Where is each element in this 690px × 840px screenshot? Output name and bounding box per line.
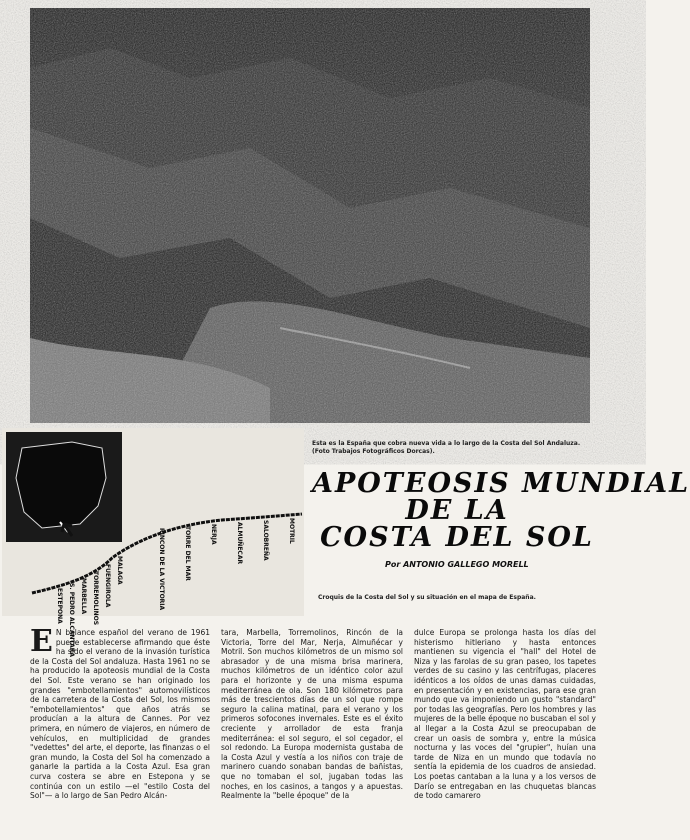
column-1-text: N balance español del verano de 1961 puede establecerse afirmando que éste ha sido el verano de la invasión turística de la Costa del Sol andaluza. Hasta 1961 no se ha producido la apoteosis mundial de la Costa del Sol. Este verano se han originado los grandes "embotellamientos" automovilísticos de la carretera de la Costa del Sol, los mismos "embotellamientos" que años atrás se producían a la altura de Cannes. Por vez primera, en número de viajeros, en número de vehículos, en multiplicidad de grandes "vedettes" del arte, el deporte, las finanzas o el gran mundo, la Costa del Sol ha comenzado a ganarle la partida a la Costa Azul. Esa gran curva costera se abre en Estepona y se continúa con un estilo —el "estilo Costa del Sol"— a lo largo de San Pedro Alcán- — [30, 628, 210, 801]
coast-map — [2, 428, 304, 658]
landscape-photo — [30, 8, 590, 423]
map-caption: Croquis de la Costa del Sol y su situación en el mapa de España. — [318, 594, 536, 601]
place-estepona: ESTEPONA — [56, 588, 63, 624]
place-nerja: NERJA — [210, 524, 217, 545]
place-torre-del-mar: TORRE DEL MAR — [184, 526, 191, 581]
article-title — [312, 468, 690, 553]
photo-caption: Esta es la España que cobra nueva vida a lo largo de la Costa del Sol Andaluza. (Foto Trabajos Fotográficos Dorcas). — [312, 440, 581, 455]
place-marbella: MARBELLA — [80, 578, 87, 615]
article-column-2: tara, Marbella, Torremolinos, Rincón de la Victoria, Torre del Mar, Nerja, Almuñécar y Motril. Son muchos kilómetros de un mismo sol abrasador y de una misma brisa marinera, muchos kilómetros de un idéntico color azul para el horizonte y de una misma espuma mediterránea de ola. Son 180 kilómetros para más de trescientos días de un sol que rompe seguro la calina matinal, para el verano y los primeros sofocones invernales. Este es el éxito creciente y arrollador de esta franja mediterránea: el sol seguro, el sol cegador, el sol redondo. La Europa modernista gustaba de la Costa Azul y vestía a los niños con traje de marinero cuando sonaban bandas de bañistas, que no tomaban el sol, jugaban todas las noches, en los casinos, a tangos y a apuestas. Realmente la "belle époque" de la — [221, 628, 403, 801]
place-motril: MOTRIL — [288, 518, 295, 544]
place-malaga: MALAGA — [116, 556, 123, 585]
coast-map-drawing — [2, 428, 304, 658]
title-line-2: DE LA — [405, 495, 509, 526]
article-column-1 — [30, 624, 210, 836]
article-column-3: dulce Europa se prolonga hasta los días del histerismo hitleriano y hasta entonces mantienen su vigencia el "hall" del Hotel de Niza y las farolas de su gran paseo, los tapetes verdes de su casino y las centrífugas, placeres idénticos a los oídos de unas damas cuidadas, en presentación y en existencias, para ese gran mundo que va imponiendo un gusto "standard" por todas las geografías. Pero los hombres y las mujeres de la belle époque no buscaban el sol y al llegar a la Costa Azul se preocupaban de crear un oasis de sombra y, entre la música nocturna y las voces del "grupier", huían una tarde de Niza en un mundo que todavía no sentía la epidemia de los cuadros de ansiedad. Los poetas cantaban a la luna y a los versos de Darío se entregaban en las chuquetas blancas de todo camarero — [414, 628, 596, 801]
place-san-pedro: S. PEDRO ALCANTARA — [68, 583, 75, 658]
article-body — [30, 624, 596, 836]
byline: Por ANTONIO GALLEGO MORELL — [385, 560, 529, 569]
place-salobrena: SALOBREÑA — [262, 520, 269, 561]
drop-cap: E — [30, 624, 53, 659]
place-fuengirola: FUENGIROLA — [104, 564, 111, 608]
title-line-1: APOTEOSIS MUNDIAL — [312, 468, 690, 499]
landscape-photo-image — [30, 8, 590, 423]
place-almunecar: ALMUÑECAR — [236, 522, 243, 565]
title-line-3: COSTA DEL SOL — [320, 522, 594, 553]
place-rincon: RINCON DE LA VICTORIA — [158, 528, 165, 611]
place-torremolinos: TORREMOLINOS — [92, 571, 99, 626]
